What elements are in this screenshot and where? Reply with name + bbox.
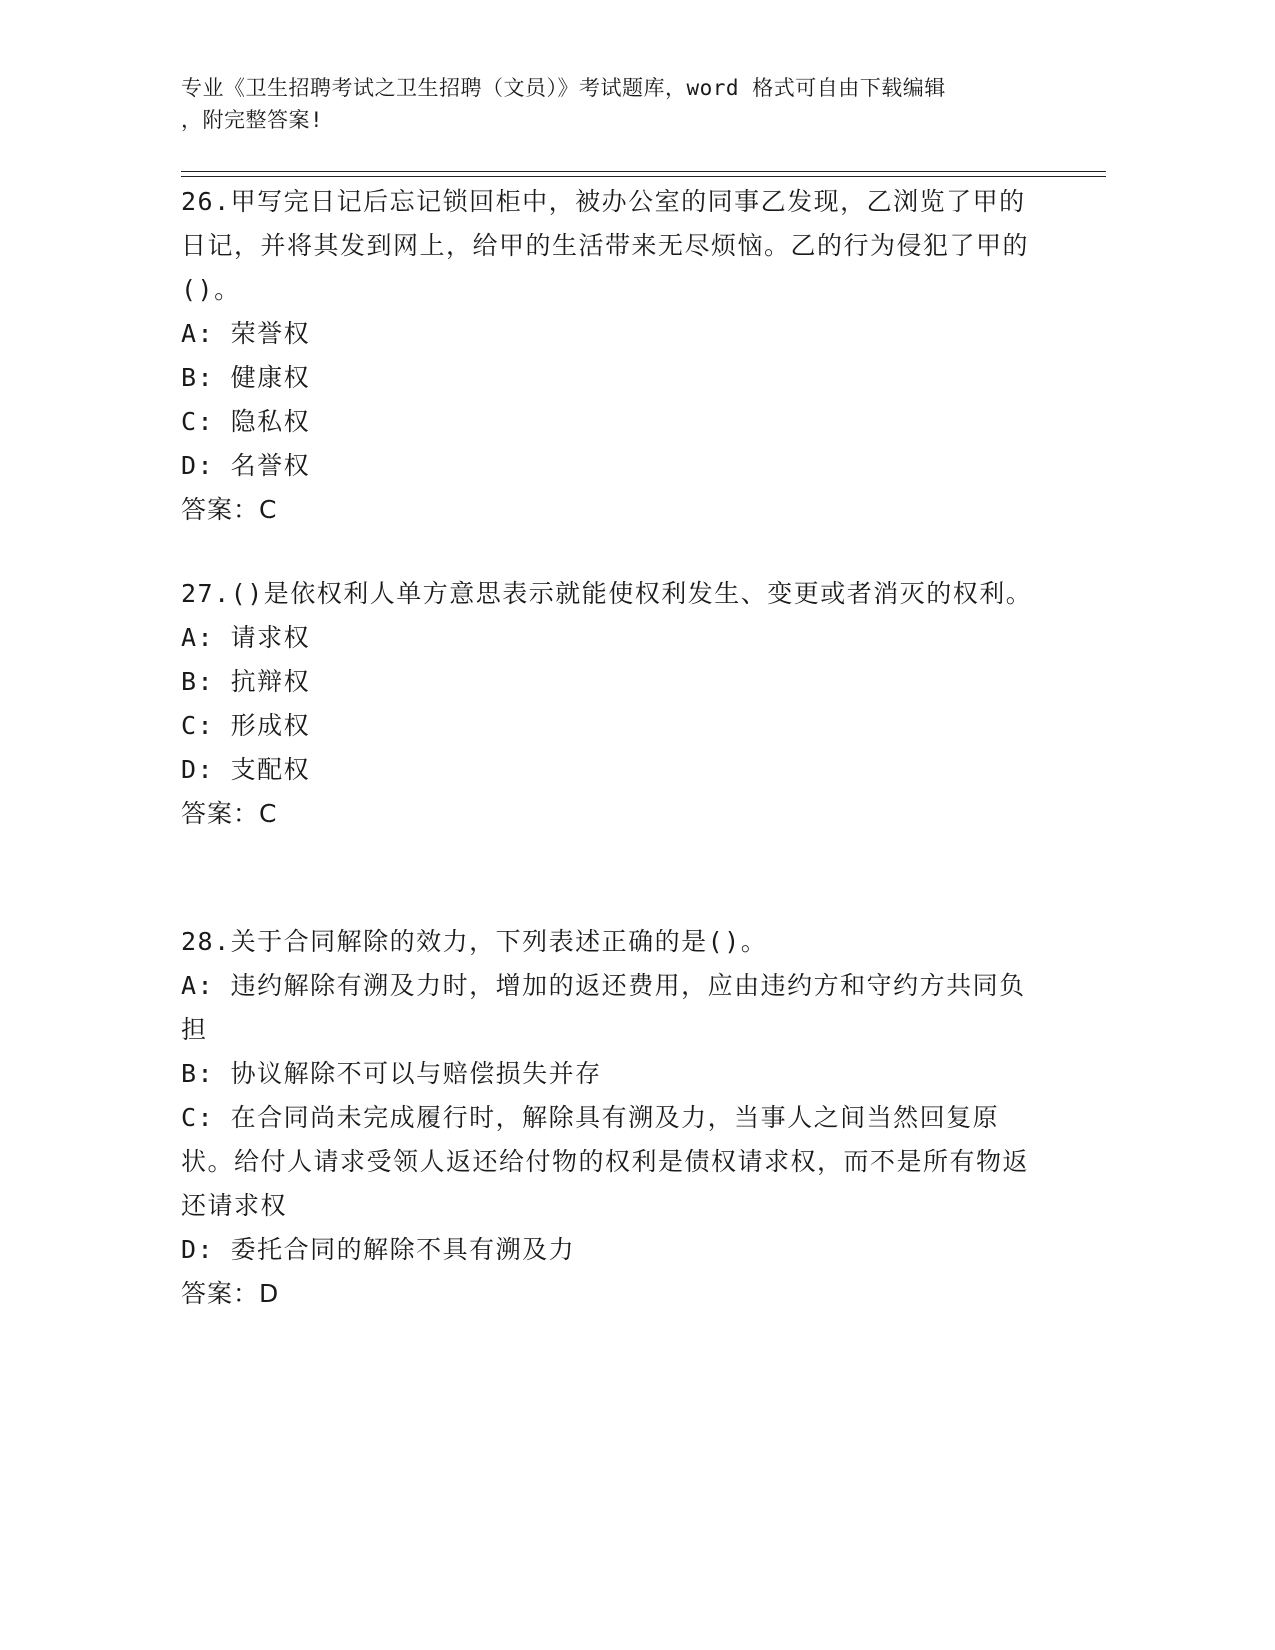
question-stem: 26.甲写完日记后忘记锁回柜中，被办公室的同事乙发现，乙浏览了甲的日记，并将其发到网上，给甲的生活带来无尽烦恼。乙的行为侵犯了甲的()。 [181,187,1030,304]
question-answer: 答案：C [181,495,278,524]
question-stem: 28.关于合同解除的效力，下列表述正确的是()。 [181,927,768,956]
header-line-1: 专业《卫生招聘考试之卫生招聘（文员）》考试题库，word 格式可自由下载编辑 [181,76,946,100]
option-d: D: 支配权 [181,755,311,784]
option-d: D: 委托合同的解除不具有溯及力 [181,1235,576,1264]
document-header [181,72,1081,136]
question-stem: 27.()是依权利人单方意思表示就能使权利发生、变更或者消灭的权利。 [181,579,1033,608]
question-answer: 答案：D [181,1279,280,1308]
option-a: A: 荣誉权 [181,319,311,348]
option-b: B: 抗辩权 [181,667,311,696]
question-28 [181,920,1041,1316]
question-27 [181,572,1041,836]
question-answer: 答案：C [181,799,278,828]
option-d: D: 名誉权 [181,451,311,480]
header-line-2: ，附完整答案! [181,108,324,132]
option-c: C: 隐私权 [181,407,311,436]
question-26 [181,180,1041,532]
option-b: B: 健康权 [181,363,311,392]
option-a: A: 违约解除有溯及力时，增加的返还费用，应由违约方和守约方共同负担 [181,971,1026,1044]
option-c: C: 形成权 [181,711,311,740]
header-divider-top [181,171,1106,172]
option-c: C: 在合同尚未完成履行时，解除具有溯及力，当事人之间当然回复原状。给付人请求受领人返还给付物的权利是债权请求权，而不是所有物返还请求权 [181,1103,1030,1220]
option-a: A: 请求权 [181,623,311,652]
option-b: B: 协议解除不可以与赔偿损失并存 [181,1059,602,1088]
header-divider-bottom [181,176,1106,177]
